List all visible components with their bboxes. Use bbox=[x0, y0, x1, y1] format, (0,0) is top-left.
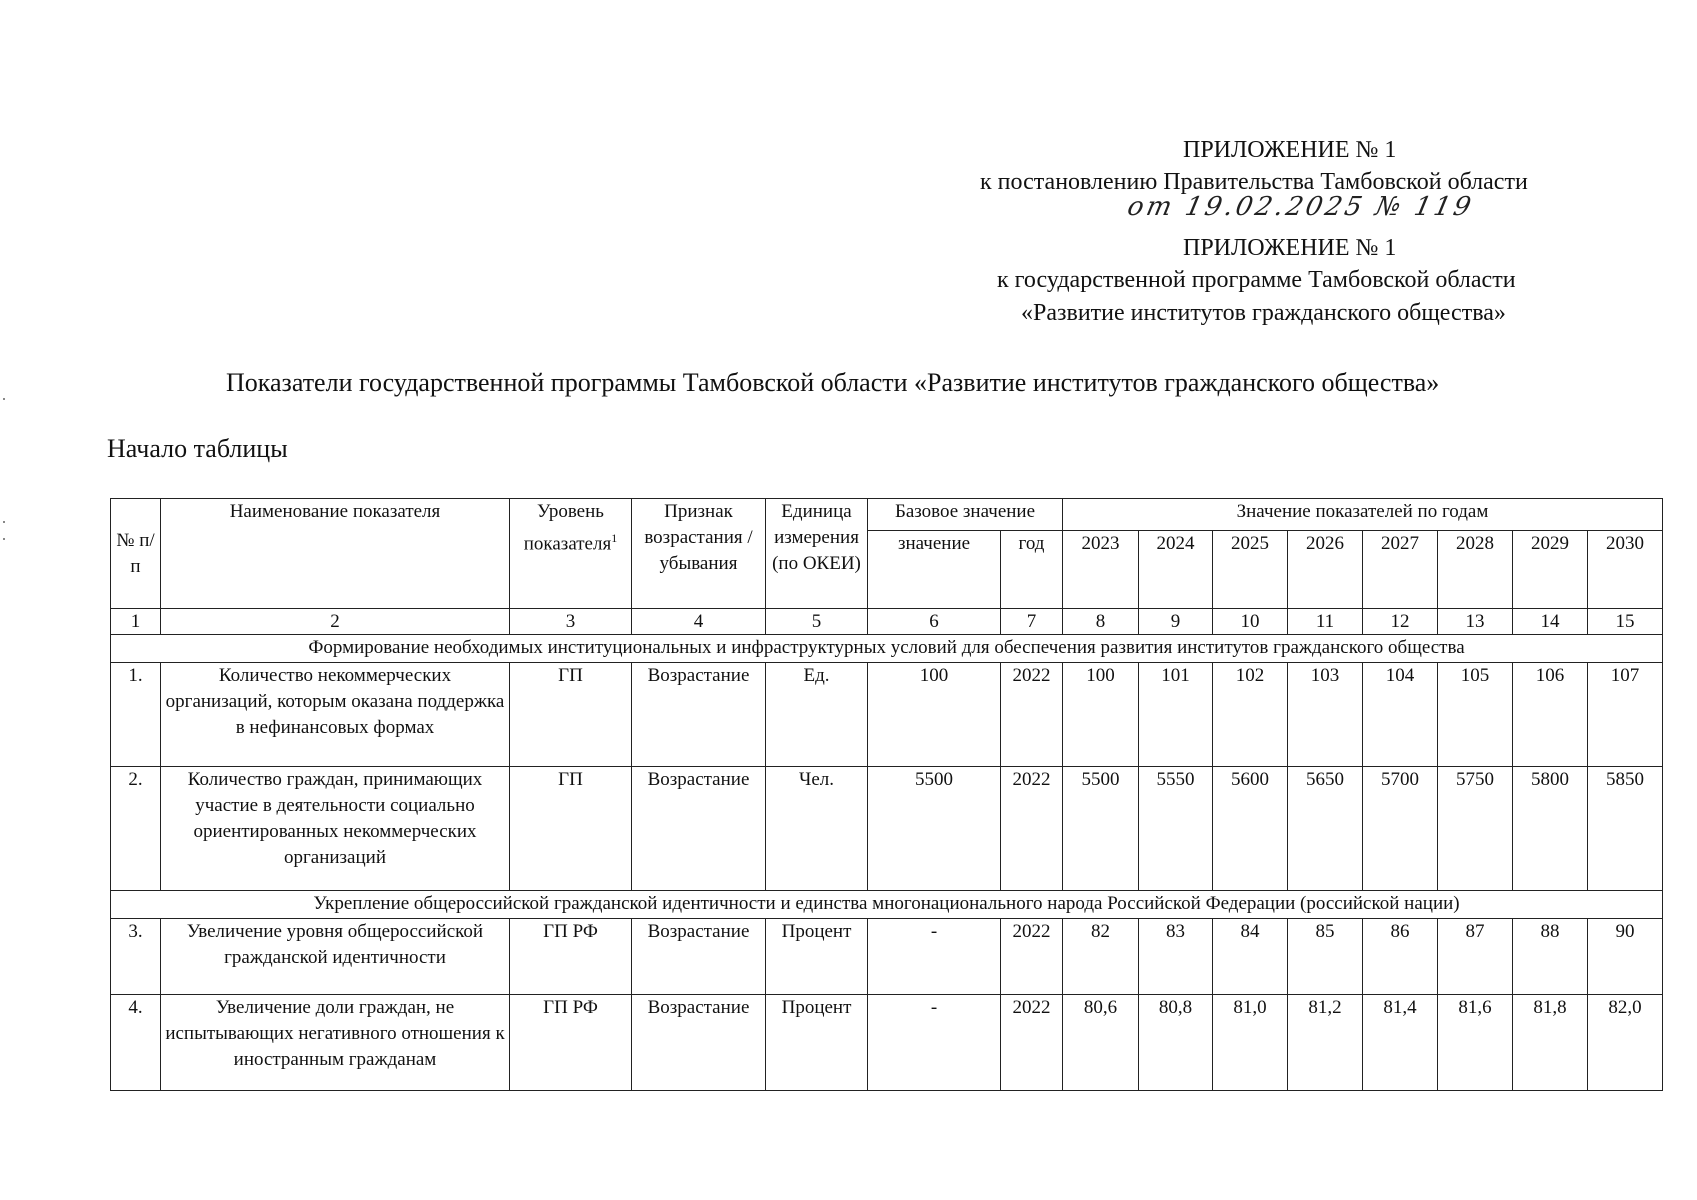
base-value: - bbox=[868, 995, 1001, 1091]
year-value: 105 bbox=[1438, 663, 1513, 767]
handwritten-date-number: от 19.02.2025 № 119 bbox=[1124, 192, 1477, 222]
col-header-year: 2023 bbox=[1063, 531, 1139, 609]
year-value: 82 bbox=[1063, 919, 1139, 995]
year-value: 81,2 bbox=[1288, 995, 1363, 1091]
column-number: 4 bbox=[632, 609, 766, 635]
indicator-unit: Процент bbox=[766, 919, 868, 995]
base-year: 2022 bbox=[1001, 767, 1063, 891]
indicator-name: Увеличение уровня общероссийской гражданской идентичности bbox=[161, 919, 510, 995]
table-row bbox=[111, 767, 1663, 891]
column-number: 11 bbox=[1288, 609, 1363, 635]
year-value: 84 bbox=[1213, 919, 1288, 995]
year-value: 81,8 bbox=[1513, 995, 1588, 1091]
column-number: 7 bbox=[1001, 609, 1063, 635]
indicator-trend: Возрастание bbox=[632, 995, 766, 1091]
column-number: 14 bbox=[1513, 609, 1588, 635]
col-header-years-group: Значение показателей по годам bbox=[1063, 499, 1663, 531]
year-value: 80,6 bbox=[1063, 995, 1139, 1091]
year-value: 86 bbox=[1363, 919, 1438, 995]
year-value: 88 bbox=[1513, 919, 1588, 995]
base-value: - bbox=[868, 919, 1001, 995]
year-value: 5500 bbox=[1063, 767, 1139, 891]
year-value: 81,0 bbox=[1213, 995, 1288, 1091]
year-value: 5700 bbox=[1363, 767, 1438, 891]
column-number: 13 bbox=[1438, 609, 1513, 635]
year-value: 100 bbox=[1063, 663, 1139, 767]
section-row bbox=[111, 891, 1663, 919]
year-value: 87 bbox=[1438, 919, 1513, 995]
scan-mark bbox=[3, 398, 5, 400]
year-value: 5800 bbox=[1513, 767, 1588, 891]
column-number: 10 bbox=[1213, 609, 1288, 635]
indicator-unit: Чел. bbox=[766, 767, 868, 891]
column-number: 15 bbox=[1588, 609, 1663, 635]
footnote-marker: 1 bbox=[611, 531, 618, 545]
indicator-unit: Ед. bbox=[766, 663, 868, 767]
year-value: 106 bbox=[1513, 663, 1588, 767]
appendix-2-heading: ПРИЛОЖЕНИЕ № 1 bbox=[1183, 235, 1397, 261]
year-value: 107 bbox=[1588, 663, 1663, 767]
base-year: 2022 bbox=[1001, 919, 1063, 995]
col-header-base: Базовое значение bbox=[868, 499, 1063, 531]
indicator-level: ГП РФ bbox=[510, 995, 632, 1091]
col-header-year: 2024 bbox=[1139, 531, 1213, 609]
indicator-name: Количество некоммерческих организаций, которым оказана поддержка в нефинансовых формах bbox=[161, 663, 510, 767]
table-row bbox=[111, 663, 1663, 767]
header-row bbox=[111, 499, 1663, 531]
year-value: 5650 bbox=[1288, 767, 1363, 891]
document-title: Показатели государственной программы Тамбовской области «Развитие институтов гражданского общества» bbox=[226, 368, 1440, 397]
column-number: 1 bbox=[111, 609, 161, 635]
col-header-year: 2029 bbox=[1513, 531, 1588, 609]
section-title: Формирование необходимых институциональных и инфраструктурных условий для обеспечения развития институтов гражданского общества bbox=[111, 635, 1663, 663]
indicator-name: Увеличение доли граждан, не испытывающих негативного отношения к иностранным гражданам bbox=[161, 995, 510, 1091]
column-number: 2 bbox=[161, 609, 510, 635]
year-value: 5600 bbox=[1213, 767, 1288, 891]
year-value: 81,6 bbox=[1438, 995, 1513, 1091]
year-value: 104 bbox=[1363, 663, 1438, 767]
section-title: Укрепление общероссийской гражданской идентичности и единства многонационального народа Российской Федерации (российской нации) bbox=[111, 891, 1663, 919]
indicator-unit: Процент bbox=[766, 995, 868, 1091]
col-header-level: Уровень показателя$^1$ bbox=[510, 499, 632, 609]
year-value: 5550 bbox=[1139, 767, 1213, 891]
resolution-reference: к постановлению Правительства Тамбовской области bbox=[980, 169, 1528, 195]
column-number: 12 bbox=[1363, 609, 1438, 635]
column-number: 3 bbox=[510, 609, 632, 635]
table-row bbox=[111, 995, 1663, 1091]
year-value: 80,8 bbox=[1139, 995, 1213, 1091]
indicator-trend: Возрастание bbox=[632, 663, 766, 767]
col-header-year: 2026 bbox=[1288, 531, 1363, 609]
col-header-base-year: год bbox=[1001, 531, 1063, 609]
year-value: 103 bbox=[1288, 663, 1363, 767]
row-number: 1. bbox=[111, 663, 161, 767]
base-year: 2022 bbox=[1001, 663, 1063, 767]
indicator-level: ГП bbox=[510, 767, 632, 891]
col-header-year: 2025 bbox=[1213, 531, 1288, 609]
scan-mark bbox=[3, 538, 5, 540]
col-header-year: 2030 bbox=[1588, 531, 1663, 609]
year-value: 5750 bbox=[1438, 767, 1513, 891]
appendix-1-heading: ПРИЛОЖЕНИЕ № 1 bbox=[1183, 137, 1397, 163]
base-year: 2022 bbox=[1001, 995, 1063, 1091]
col-header-year: 2028 bbox=[1438, 531, 1513, 609]
indicators-table bbox=[110, 498, 1663, 1091]
indicator-level: ГП РФ bbox=[510, 919, 632, 995]
column-number-row bbox=[111, 609, 1663, 635]
indicator-trend: Возрастание bbox=[632, 767, 766, 891]
col-header-unit: Единица измерения (по ОКЕИ) bbox=[766, 499, 868, 609]
col-header-name: Наименование показателя bbox=[161, 499, 510, 609]
year-value: 82,0 bbox=[1588, 995, 1663, 1091]
table-row bbox=[111, 919, 1663, 995]
year-value: 83 bbox=[1139, 919, 1213, 995]
column-number: 8 bbox=[1063, 609, 1139, 635]
year-value: 90 bbox=[1588, 919, 1663, 995]
indicator-name: Количество граждан, принимающих участие в деятельности социально ориентированных некоммерческих организаций bbox=[161, 767, 510, 891]
year-value: 81,4 bbox=[1363, 995, 1438, 1091]
col-header-year: 2027 bbox=[1363, 531, 1438, 609]
year-value: 85 bbox=[1288, 919, 1363, 995]
indicator-trend: Возрастание bbox=[632, 919, 766, 995]
column-number: 5 bbox=[766, 609, 868, 635]
base-value: 5500 bbox=[868, 767, 1001, 891]
row-number: 3. bbox=[111, 919, 161, 995]
section-row bbox=[111, 635, 1663, 663]
col-header-trend: Признак возрастания / убывания bbox=[632, 499, 766, 609]
column-number: 6 bbox=[868, 609, 1001, 635]
indicator-level: ГП bbox=[510, 663, 632, 767]
column-number: 9 bbox=[1139, 609, 1213, 635]
year-value: 5850 bbox=[1588, 767, 1663, 891]
program-reference: к государственной программе Тамбовской области bbox=[997, 267, 1516, 293]
year-value: 102 bbox=[1213, 663, 1288, 767]
base-value: 100 bbox=[868, 663, 1001, 767]
col-header-base-value: значение bbox=[868, 531, 1001, 609]
row-number: 2. bbox=[111, 767, 161, 891]
table-start-label: Начало таблицы bbox=[107, 434, 288, 463]
year-value: 101 bbox=[1139, 663, 1213, 767]
row-number: 4. bbox=[111, 995, 161, 1091]
program-name: «Развитие институтов гражданского общества» bbox=[1021, 300, 1506, 326]
scan-mark bbox=[3, 521, 5, 523]
col-header-num: № п/п bbox=[111, 499, 161, 609]
